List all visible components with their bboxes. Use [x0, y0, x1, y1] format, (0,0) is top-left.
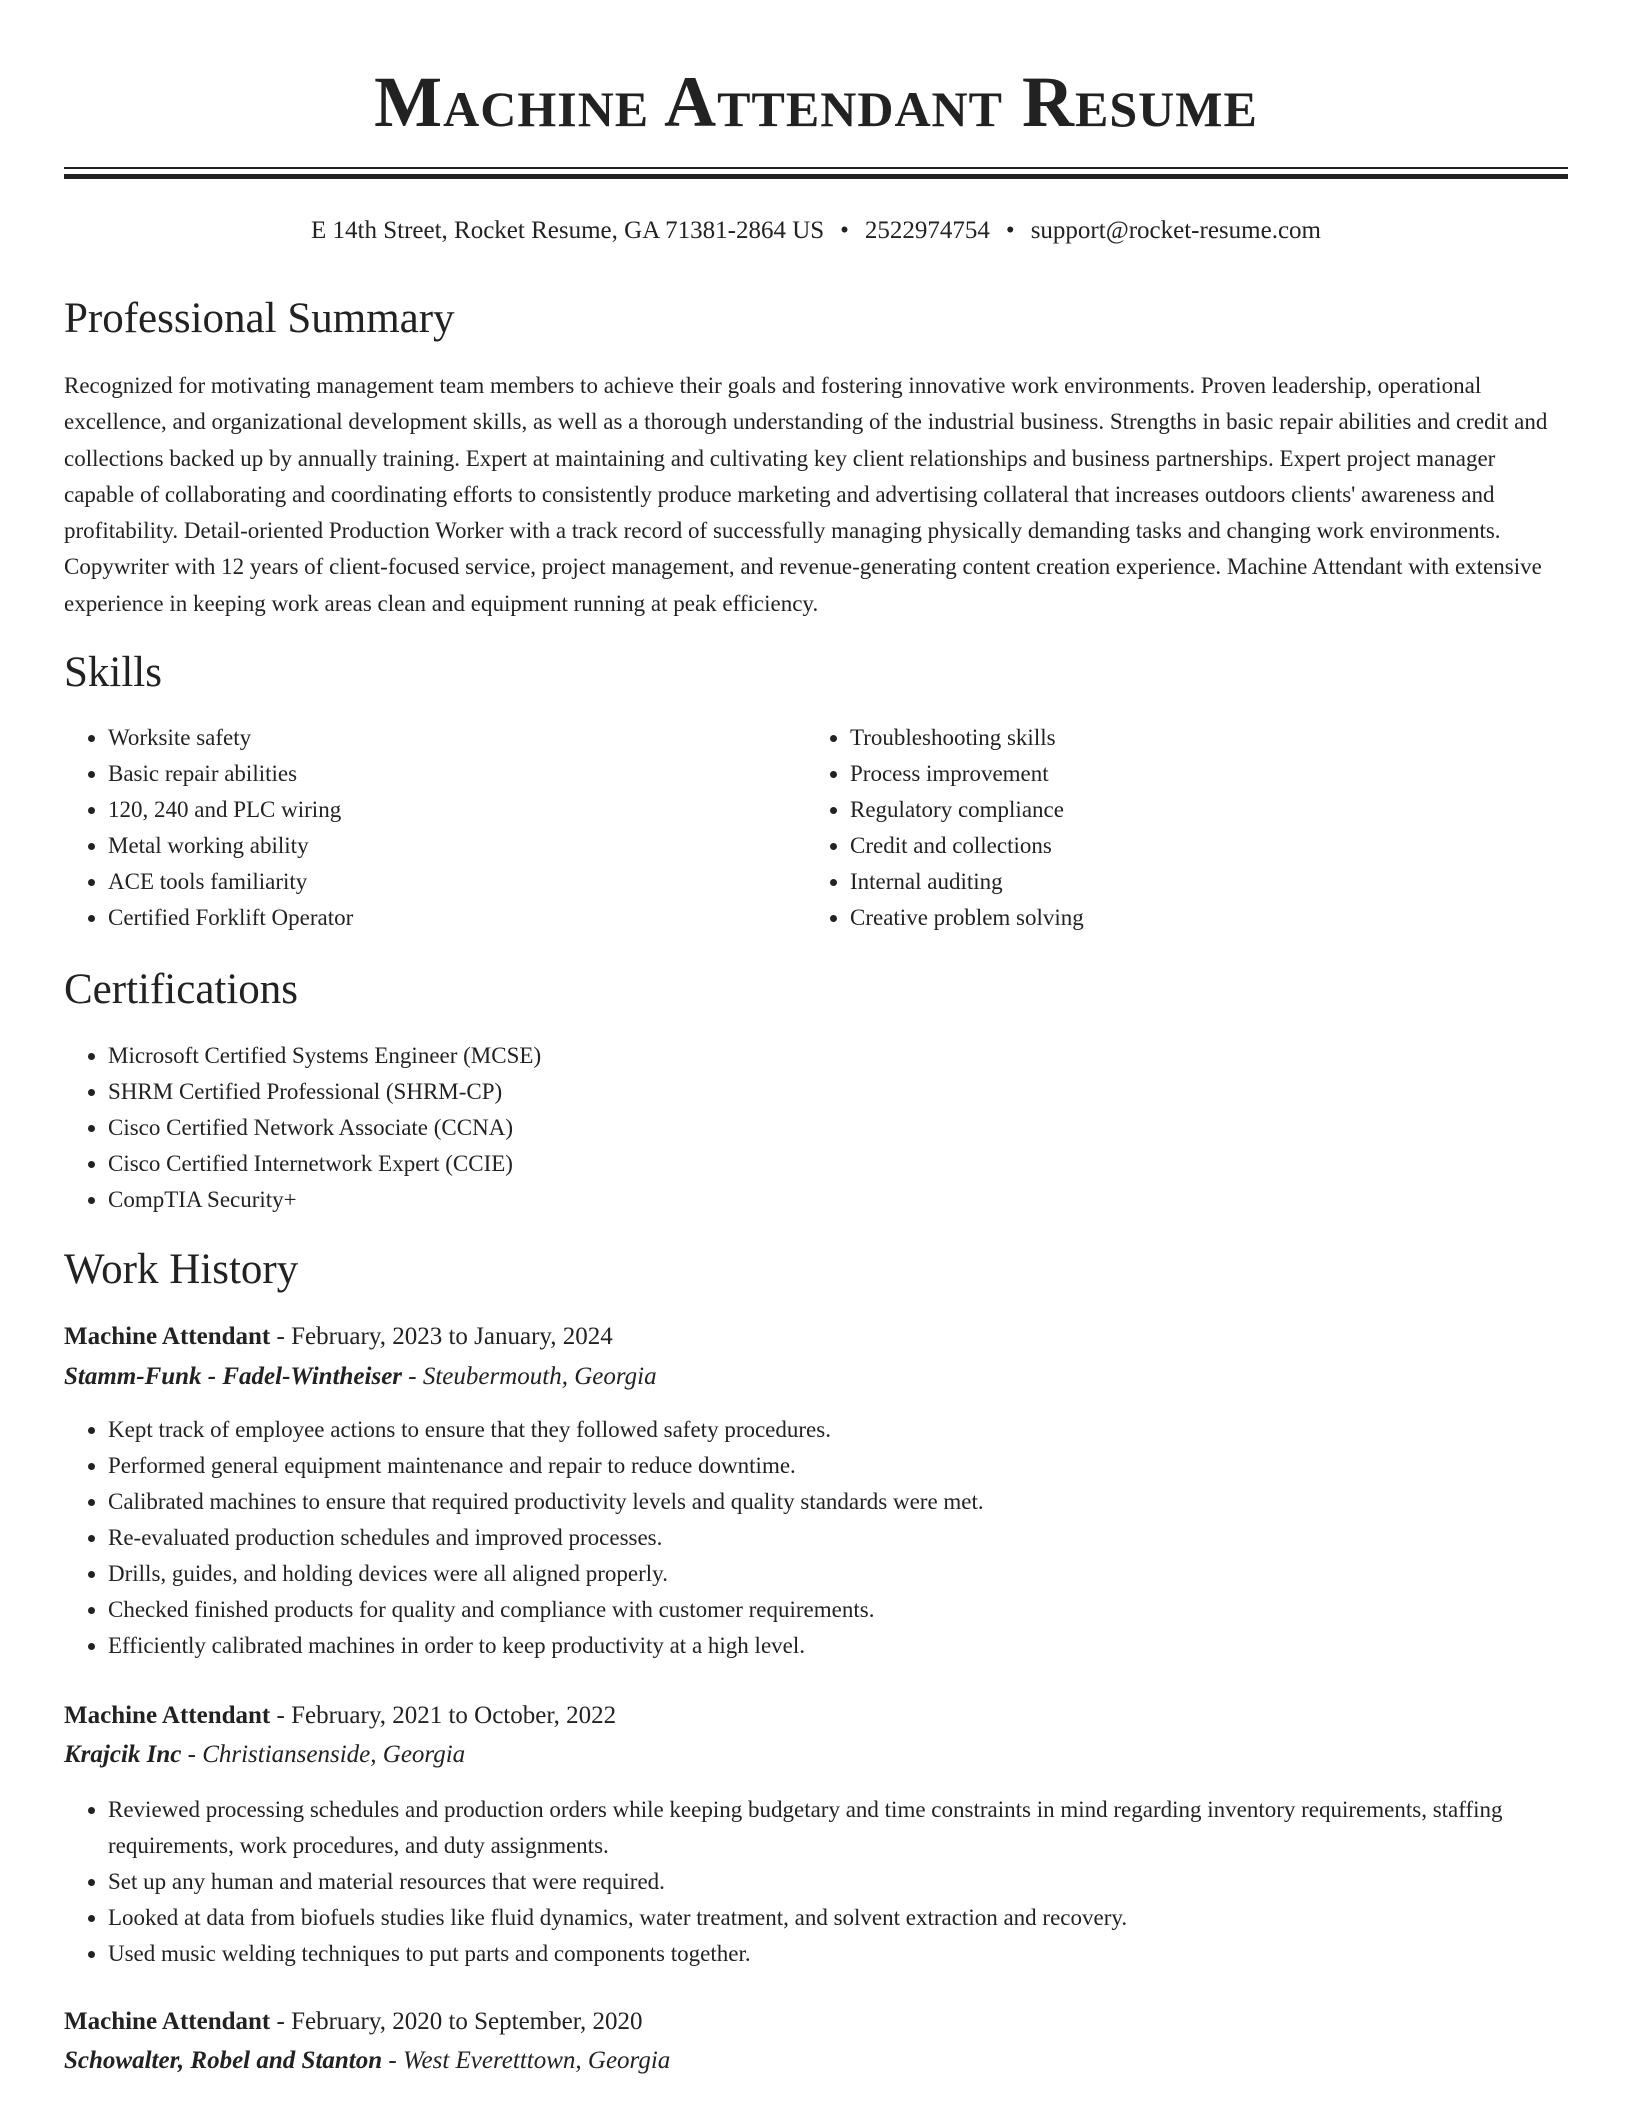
job-bullet: • Efficiently calibrated machines in order to keep productivity at a high level. — [108, 1628, 1568, 1664]
job-bullet: • Looked at data from biofuels studies like fluid dynamics, water treatment, and solvent extraction and recovery. — [108, 1900, 1568, 1936]
skill-item: • Credit and collections — [850, 828, 1550, 864]
resume-page — [64, 0, 1568, 2074]
job-dates: - February, 2021 to October, 2022 — [276, 1702, 617, 1729]
contact-separator: • — [1005, 217, 1015, 244]
job-dates: - February, 2020 to September, 2020 — [276, 2008, 643, 2035]
certification-item: • SHRM Certified Professional (SHRM-CP) — [108, 1074, 1568, 1110]
skill-item: • Metal working ability — [108, 828, 808, 864]
job-dates: - February, 2023 to January, 2024 — [276, 1323, 613, 1350]
job-bullets — [64, 1412, 1568, 1664]
job-company-line — [64, 1360, 657, 1394]
certification-item: • CompTIA Security+ — [108, 1182, 1568, 1218]
skills-list-left — [64, 720, 808, 936]
skill-item: • Creative problem solving — [850, 900, 1550, 936]
contact-phone: 2522974754 — [864, 217, 990, 244]
summary-heading: Professional Summary — [64, 295, 455, 342]
job-header — [64, 1699, 616, 1733]
skill-item: • ACE tools familiarity — [108, 864, 808, 900]
job-bullet: • Calibrated machines to ensure that required productivity levels and quality standards were met. — [108, 1484, 1568, 1520]
job-company-line — [64, 2044, 670, 2078]
job-bullet: • Set up any human and material resources that were required. — [108, 1864, 1568, 1900]
job-bullet: • Reviewed processing schedules and production orders while keeping budgetary and time constraints in mind regarding inventory requirements, staffing requirements, work procedures, and duty assignments. — [108, 1792, 1568, 1864]
job-title: Machine Attendant — [64, 1323, 271, 1350]
title-divider-thin — [64, 167, 1568, 169]
skill-item: • Worksite safety — [108, 720, 808, 756]
work-history-heading: Work History — [64, 1246, 299, 1293]
contact-separator: • — [840, 217, 849, 244]
contact-address: E 14th Street, Rocket Resume, GA 71381-2864 US — [311, 217, 825, 244]
job-bullet: • Checked finished products for quality and compliance with customer requirements. — [108, 1592, 1568, 1628]
job-company-line — [64, 1738, 465, 1772]
certification-item: • Cisco Certified Network Associate (CCNA) — [108, 1110, 1568, 1146]
job-company: Schowalter, Robel and Stanton — [64, 2047, 383, 2074]
skill-item: • Regulatory compliance — [850, 792, 1550, 828]
title-divider-thick — [64, 174, 1568, 179]
job-company: Stamm-Funk - Fadel-Wintheiser — [64, 1363, 403, 1390]
skill-item: • Process improvement — [850, 756, 1550, 792]
skill-item: • 120, 240 and PLC wiring — [108, 792, 808, 828]
skill-item: • Basic repair abilities — [108, 756, 808, 792]
job-location: - Christiansenside, Georgia — [187, 1741, 466, 1768]
job-bullet: • Performed general equipment maintenance and repair to reduce downtime. — [108, 1448, 1568, 1484]
skill-item: • Internal auditing — [850, 864, 1550, 900]
certifications-list — [64, 1038, 1568, 1218]
job-bullet: • Used music welding techniques to put parts and components together. — [108, 1936, 1568, 1972]
job-location: - Steubermouth, Georgia — [408, 1363, 657, 1390]
contact-email[interactable]: support@rocket-resume.com — [1030, 217, 1321, 244]
job-header — [64, 1320, 613, 1354]
job-header — [64, 2005, 643, 2039]
skills-list-right — [806, 720, 1550, 936]
skills-heading: Skills — [64, 649, 162, 696]
job-bullet: • Kept track of employee actions to ensure that they followed safety procedures. — [108, 1412, 1568, 1448]
skill-item: • Troubleshooting skills — [850, 720, 1550, 756]
job-location: - West Everetttown, Georgia — [388, 2047, 671, 2074]
skill-item: • Certified Forklift Operator — [108, 900, 808, 936]
resume-title: Machine Attendant Resume — [374, 62, 1258, 142]
job-company: Krajcik Inc — [64, 1741, 182, 1768]
job-bullets — [64, 1792, 1568, 1972]
certification-item: • Cisco Certified Internetwork Expert (CCIE) — [108, 1146, 1568, 1182]
contact-line — [64, 215, 1568, 247]
certifications-heading: Certifications — [64, 966, 299, 1013]
job-title: Machine Attendant — [64, 1702, 271, 1729]
certification-item: • Microsoft Certified Systems Engineer (MCSE) — [108, 1038, 1568, 1074]
job-bullet: • Re-evaluated production schedules and improved processes. — [108, 1520, 1568, 1556]
job-bullet: • Drills, guides, and holding devices were all aligned properly. — [108, 1556, 1568, 1592]
summary-text: Recognized for motivating management team members to achieve their goals and fostering innovative work environments. Proven leadership, operational excellence, and organizational development skills, as well as a thorough understanding of the industrial business. Strengths in basic repair abilities and credit and collections backed up by annually training. Expert at maintaining and cultivating key client relationships and business partnerships. Expert project manager capable of collaborating and coordinating efforts to consistently produce marketing and advertising collateral that increases outdoors clients' awareness and profitability. Detail-oriented Production Worker with a track record of successfully managing physically demanding tasks and changing work environments. Copywriter with 12 years of client-focused service, project management, and revenue-generating content creation experience. Machine Attendant with extensive experience in keeping work areas clean and equipment running at peak efficiency. — [64, 373, 1548, 616]
job-title: Machine Attendant — [64, 2008, 271, 2035]
